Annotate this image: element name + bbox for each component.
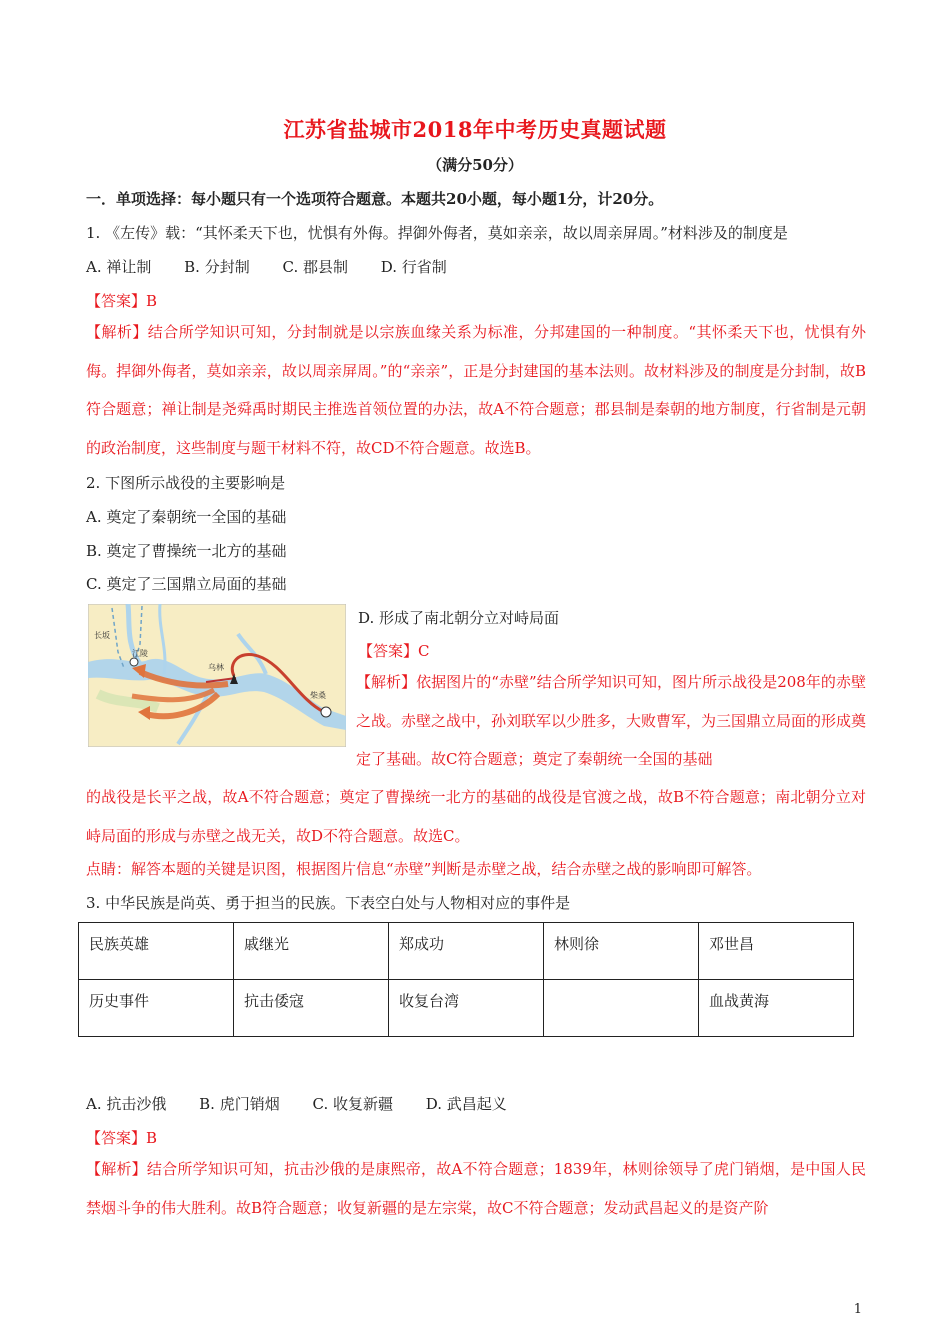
q3-analysis-text: 结合所学知识可知，抗击沙俄的是康熙帝，故A不符合题意；1839年，林则徐领导了虎门销烟，是中国人民禁烟斗争的伟大胜利。故B符合题意；收复新疆的是左宗棠，故C不符合题意；发动武昌起义的是资产阶	[86, 1160, 866, 1217]
table-cell: 收复台湾	[389, 980, 544, 1037]
section-heading: 一．单项选择：每小题只有一个选项符合题意。本题共20小题，每小题1分，计20分。	[86, 190, 664, 208]
q1-analysis-text: 结合所学知识可知，分封制就是以宗族血缘关系为标准，分邦建国的一种制度。“其怀柔天下也，忧惧有外侮。捍御外侮者，莫如亲亲，故以周亲屏周。”的“亲亲”，正是分封建国的基本法则。故材料涉及的制度是分封制，故B符合题意；禅让制是尧舜禹时期民主推选首领位置的办法，故A不符合题意；郡县制是秦朝的地方制度，行省制是元朝的政治制度，这些制度与题干材料不符，故CD不符合题意。故选B。	[86, 323, 866, 457]
q2-answer: 【答案】C	[358, 642, 430, 660]
q1-option-d: D. 行省制	[380, 258, 447, 276]
q3-answer: 【答案】B	[86, 1129, 158, 1147]
table-cell: 邓世昌	[699, 923, 854, 980]
q3-option-b: B. 虎门销烟	[199, 1095, 280, 1113]
q1-stem: 1. 《左传》载：“其怀柔天下也，忧惧有外侮。捍御外侮者，莫如亲亲，故以周亲屏周。”材料涉及的制度是	[86, 224, 788, 242]
table-cell: 郑成功	[389, 923, 544, 980]
page-subtitle: （满分50分）	[427, 156, 523, 174]
q1-option-a: A. 禅让制	[86, 258, 152, 276]
map-label-jiangling: 江陵	[132, 649, 148, 658]
table-cell: 血战黄海	[699, 980, 854, 1037]
q3-option-c: C. 收复新疆	[312, 1095, 393, 1113]
q2-stem: 2. 下图所示战役的主要影响是	[86, 474, 286, 492]
q2-option-c: C. 奠定了三国鼎立局面的基础	[86, 575, 287, 593]
q3-analysis	[86, 1150, 866, 1227]
hero-table	[78, 922, 854, 1037]
q1-answer: 【答案】B	[86, 292, 158, 310]
q1-option-c: C. 郡县制	[282, 258, 348, 276]
table-cell-blank	[544, 980, 699, 1037]
q2-analysis-part2: 的战役是长平之战，故A不符合题意；奠定了曹操统一北方的基础的战役是官渡之战，故B不符合题意；南北朝分立对峙局面的形成与赤壁之战无关，故D不符合题意。故选C。	[86, 788, 866, 845]
table-cell: 民族英雄	[79, 923, 234, 980]
q1-analysis-label: 【解析】	[86, 323, 148, 341]
table-cell: 抗击倭寇	[234, 980, 389, 1037]
table-cell: 戚继光	[234, 923, 389, 980]
table-cell: 历史事件	[79, 980, 234, 1037]
q2-analysis-text-a: 依据图片的“赤壁”结合所学知识可知，图片所示战役是208年的赤壁之战。赤壁之战中，孙刘联军以少胜多，大败曹军，为三国鼎立局面的形成奠定了基础。故C符合题意；奠定了秦朝统一全国的基础	[356, 673, 867, 768]
table-cell: 林则徐	[544, 923, 699, 980]
q2-option-a: A. 奠定了秦朝统一全国的基础	[86, 508, 287, 526]
q2-option-b: B. 奠定了曹操统一北方的基础	[86, 542, 287, 560]
q2-analysis-label: 【解析】	[356, 673, 417, 691]
map-label-chaisang: 柴桑	[310, 691, 326, 700]
map-label-changban: 长坂	[94, 631, 110, 640]
q1-option-b: B. 分封制	[184, 258, 250, 276]
q3-options	[86, 1093, 535, 1114]
q2-tip: 点睛：解答本题的关键是识图，根据图片信息“赤壁”判断是赤壁之战，结合赤壁之战的影响即可解答。	[86, 860, 762, 878]
battle-map-image	[88, 604, 346, 747]
page-title: 江苏省盐城市2018年中考历史真题试题	[283, 117, 667, 142]
q3-option-d: D. 武昌起义	[425, 1095, 507, 1113]
table-row	[79, 923, 854, 980]
q1-options	[86, 256, 475, 277]
q3-option-a: A. 抗击沙俄	[86, 1095, 167, 1113]
q1-analysis	[86, 313, 866, 467]
map-label-wulin: 乌林	[208, 663, 224, 672]
q2-analysis-part1	[356, 663, 866, 779]
table-row	[79, 980, 854, 1037]
q3-analysis-label: 【解析】	[86, 1160, 147, 1178]
q3-stem: 3. 中华民族是尚英、勇于担当的民族。下表空白处与人物相对应的事件是	[86, 894, 571, 912]
page-number: 1	[853, 1302, 862, 1317]
q2-option-d: D. 形成了南北朝分立对峙局面	[358, 609, 560, 627]
